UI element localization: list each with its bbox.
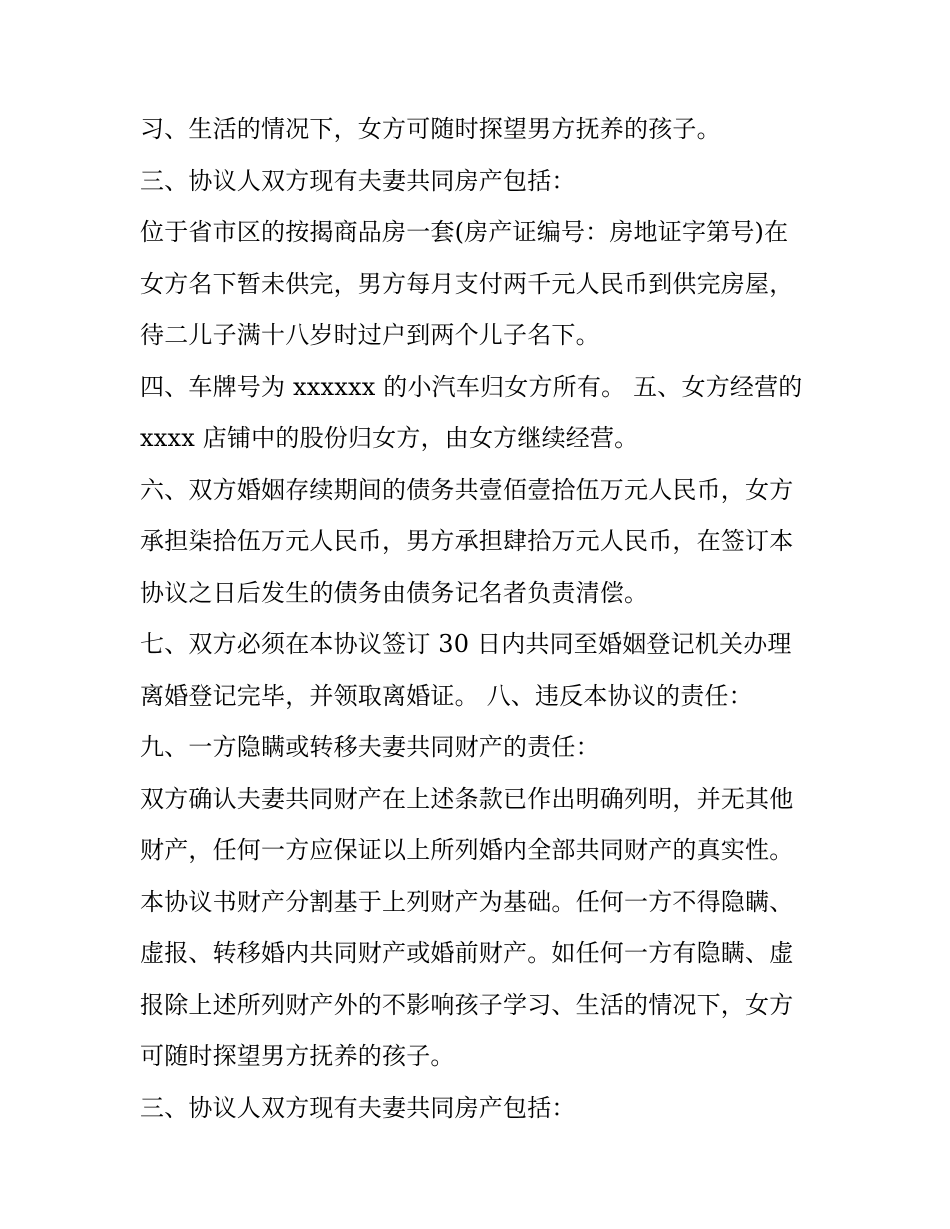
- text-line: 本协议书财产分割基于上列财产为基础。任何一方不得隐瞒、: [140, 887, 794, 916]
- text-line: 承担柒拾伍万元人民币，男方承担肆拾万元人民币，在签订本: [140, 527, 794, 555]
- document-body: [140, 104, 820, 1134]
- text-line: 四、车牌号为 xxxxxx 的小汽车归女方所有。 五、女方经营的: [140, 372, 803, 401]
- text-line: 六、双方婚姻存续期间的债务共壹佰壹拾伍万元人民币，女方: [140, 475, 794, 504]
- text-line: 习、生活的情况下，女方可随时探望男方抚养的孩子。: [140, 115, 721, 143]
- text-line: 协议之日后发生的债务由债务记名者负责清偿。: [140, 578, 649, 607]
- text-line: 可随时探望男方抚养的孩子。: [140, 1042, 455, 1070]
- text-line: 三、协议人双方现有夫妻共同房产包括：: [140, 1093, 576, 1122]
- text-line: 双方确认夫妻共同财产在上述条款已作出明确列明，并无其他: [140, 784, 794, 813]
- text-line: 离婚登记完毕，并领取离婚证。 八、违反本协议的责任：: [140, 681, 753, 710]
- text-line: 九、一方隐瞒或转移夫妻共同财产的责任：: [140, 733, 600, 761]
- text-line: 位于省市区的按揭商品房一套(房产证编号：房地证字第号)在: [140, 218, 789, 246]
- text-line: 女方名下暂未供完，男方每月支付两千元人民币到供完房屋，: [140, 269, 794, 298]
- text-line: xxxx 店铺中的股份归女方，由女方继续经营。: [140, 424, 639, 452]
- text-line: 三、协议人双方现有夫妻共同房产包括：: [140, 166, 576, 195]
- text-line: 虚报、转移婚内共同财产或婚前财产。如任何一方有隐瞒、虚: [140, 939, 794, 967]
- text-line: 财产，任何一方应保证以上所列婚内全部共同财产的真实性。: [140, 836, 794, 864]
- text-line: 七、双方必须在本协议签订 30 日内共同至婚姻登记机关办理: [140, 630, 792, 658]
- text-line: 待二儿子满十八岁时过户到两个儿子名下。: [140, 321, 600, 349]
- text-line: 报除上述所列财产外的不影响孩子学习、生活的情况下，女方: [140, 990, 794, 1019]
